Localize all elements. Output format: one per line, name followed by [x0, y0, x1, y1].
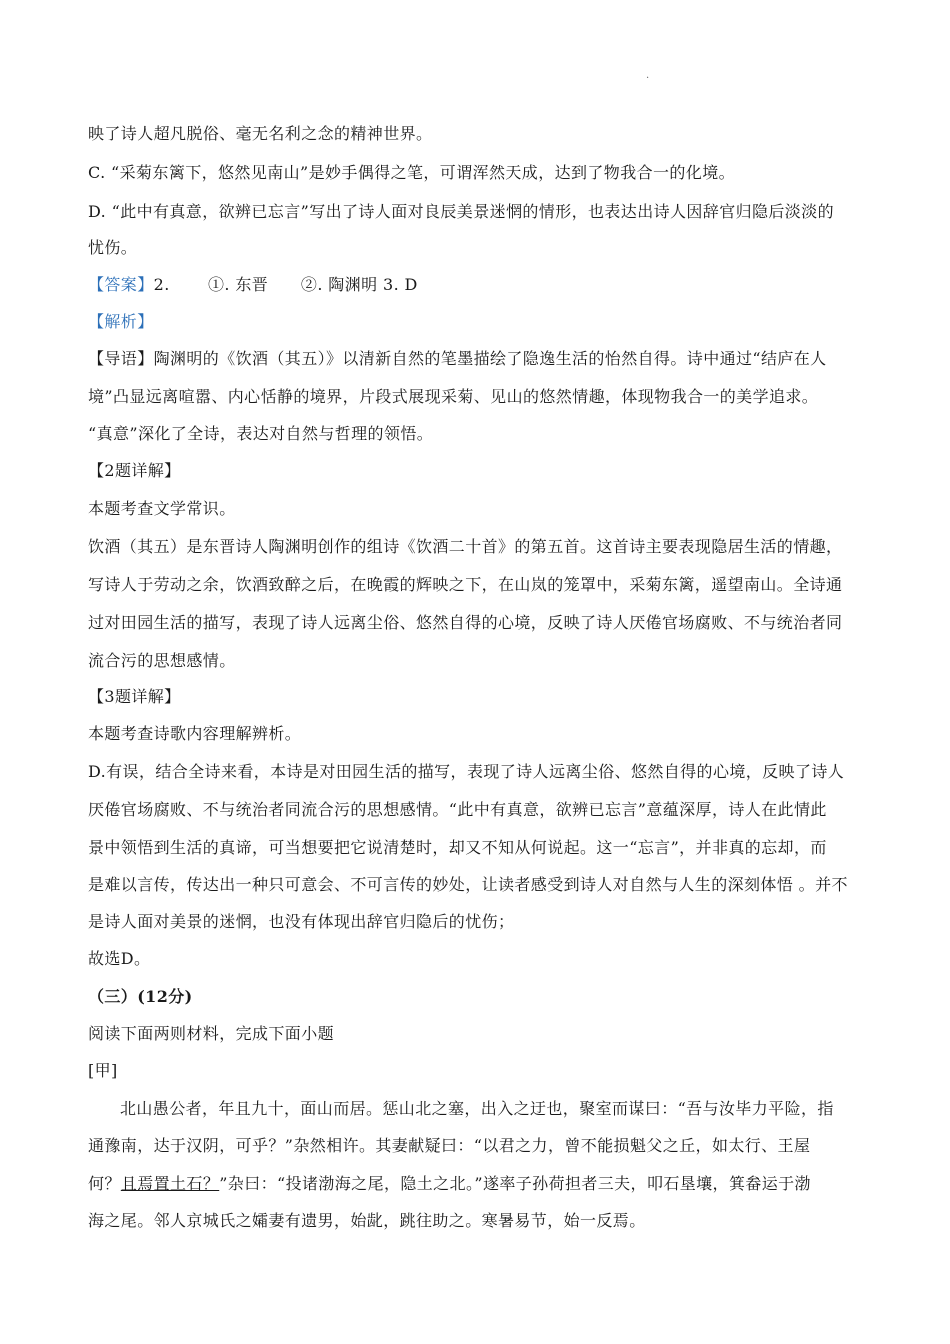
intro-line-1: 【导语】陶渊明的《饮酒（其五）》以清新自然的笔墨描绘了隐逸生活的怡然自得。诗中通过“结庐在人	[88, 349, 827, 368]
option-d: D. “此中有真意，欲辨已忘言”写出了诗人面对良辰美景迷惘的情形，也表达出诗人因辞官归隐后淡淡的	[88, 202, 834, 221]
section-heading: （三）(12分)	[88, 987, 193, 1006]
intro-line-3: “真意”深化了全诗，表达对自然与哲理的领悟。	[88, 424, 434, 443]
passage-text: 何？	[88, 1174, 121, 1193]
q3-line-4: 是难以言传，传达出一种只可意会、不可言传的妙处，让读者感受到诗人对自然与人生的深刻体悟 。并不	[88, 875, 848, 894]
q3-line-5: 是诗人面对美景的迷惘，也没有体现出辞官归隐后的忧伤；	[88, 912, 515, 931]
reading-instruction: 阅读下面两则材料，完成下面小题	[88, 1024, 335, 1043]
q2-intro: 本题考查文学常识。	[88, 499, 236, 518]
passage-line-2: 通豫南，达于汉阴，可乎？”杂然相许。其妻献疑曰：“以君之力，曾不能损魁父之丘，如太行、王屋	[88, 1136, 811, 1155]
q2-line-2: 写诗人于劳动之余，饮酒致醉之后，在晚霞的辉映之下，在山岚的笼罩中，采菊东篱，遥望南山。全诗通	[88, 575, 843, 594]
header-dot: .	[646, 70, 650, 81]
passage-line-3	[88, 1171, 811, 1194]
q3-intro: 本题考查诗歌内容理解辨析。	[88, 724, 302, 743]
q3-line-2: 厌倦官场腐败、不与统治者同流合污的思想感情。“此中有真意，欲辨已忘言”意蕴深厚，诗人在此情此	[88, 800, 827, 819]
q3-line-1: D.有误，结合全诗来看，本诗是对田园生活的描写，表现了诗人远离尘俗、悠然自得的心境，反映了诗人	[88, 762, 845, 781]
q2-line-4: 流合污的思想感情。	[88, 651, 236, 670]
q3-line-3: 景中领悟到生活的真谛，可当想要把它说清楚时，却又不知从何说起。这一“忘言”，并非真的忘却，而	[88, 838, 827, 857]
answer-line	[88, 272, 418, 295]
answer-tag: 【答案】	[88, 275, 154, 294]
option-c: C. “采菊东篱下，悠然见南山”是妙手偶得之笔，可谓浑然天成，达到了物我合一的化境。	[88, 163, 736, 182]
intro-line-2: 境”凸显远离喧嚣、内心恬静的境界，片段式展现采菊、见山的悠然情趣，体现物我合一的美学追求。	[88, 387, 819, 406]
text-line: 映了诗人超凡脱俗、毫无名利之念的精神世界。	[88, 124, 433, 143]
passage-line-1: 北山愚公者，年且九十，面山而居。惩山北之塞，出入之迂也，聚室而谋曰：“吾与汝毕力平险，指	[120, 1099, 834, 1118]
material-label: [甲]	[88, 1061, 118, 1080]
q2-heading: 【2题详解】	[88, 461, 181, 480]
answer-text: 2. ①. 东晋 ②. 陶渊明 3. D	[153, 275, 418, 294]
passage-line-4: 海之尾。邻人京城氏之孀妻有遗男，始龀，跳往助之。寒暑易节，始一反焉。	[88, 1211, 646, 1230]
q3-conclusion: 故选D。	[88, 949, 151, 968]
option-d-cont: 忧伤。	[88, 238, 138, 257]
underlined-phrase: 且焉置土石？	[120, 1174, 220, 1193]
q2-line-3: 过对田园生活的描写，表现了诗人远离尘俗、悠然自得的心境，反映了诗人厌倦官场腐败、不与统治者同	[88, 613, 843, 632]
q2-line-1: 饮酒（其五）是东晋诗人陶渊明创作的组诗《饮酒二十首》的第五首。这首诗主要表现隐居生活的情趣，	[88, 537, 843, 556]
analysis-tag: 【解析】	[88, 312, 154, 331]
passage-text: ”杂曰：“投诸渤海之尾，隐土之北。”遂率子孙荷担者三夫，叩石垦壤，箕畚运于渤	[219, 1174, 811, 1193]
q3-heading: 【3题详解】	[88, 687, 181, 706]
